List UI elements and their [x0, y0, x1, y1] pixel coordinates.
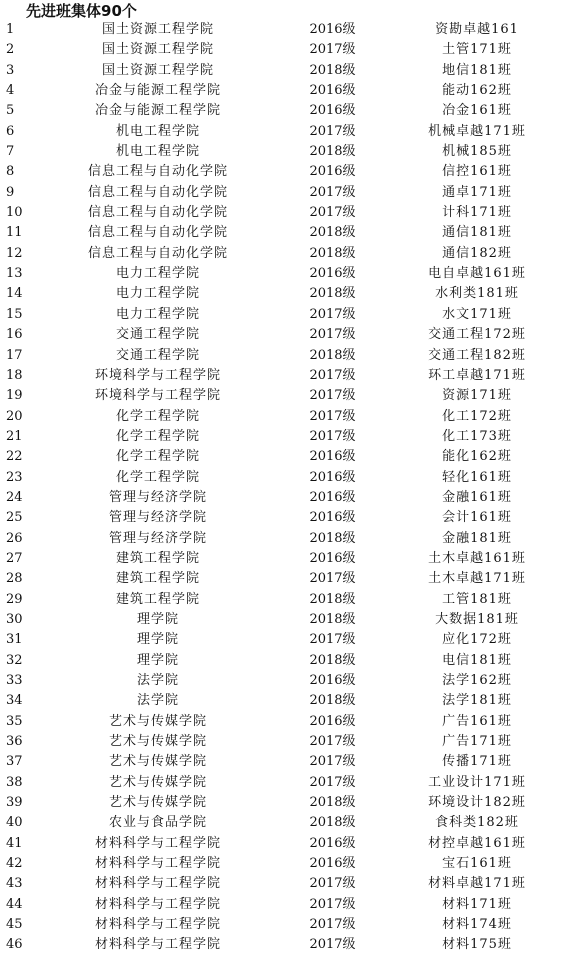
college-name: 信息工程与自动化学院: [87, 164, 228, 180]
college-name: 理学院: [136, 632, 179, 648]
table-row: [0, 61, 569, 81]
college-name: 法学院: [136, 693, 179, 709]
class-name: 机械卓越171班: [428, 123, 526, 139]
class-name: 材料卓越171班: [428, 876, 526, 892]
table-row: [0, 223, 569, 243]
table-row: [0, 122, 569, 142]
table-row: [0, 671, 569, 691]
grade-year: 2016级: [309, 835, 356, 851]
college-name: 化学工程学院: [115, 469, 200, 485]
row-number: 44: [6, 896, 23, 912]
row-number: 5: [6, 103, 15, 119]
table-row: [0, 854, 569, 874]
grade-year: 2017级: [309, 123, 356, 139]
class-name: 宝石161班: [442, 856, 512, 872]
row-number: 21: [6, 428, 23, 444]
college-name: 国土资源工程学院: [101, 62, 214, 78]
table-row: [0, 81, 569, 101]
grade-year: 2016级: [309, 510, 356, 526]
class-name: 工业设计171班: [428, 774, 526, 790]
college-name: 艺术与传媒学院: [108, 713, 207, 729]
row-number: 39: [6, 795, 23, 811]
college-name: 管理与经济学院: [108, 489, 207, 505]
college-name: 管理与经济学院: [108, 530, 207, 546]
row-number: 15: [6, 306, 23, 322]
grade-year: 2017级: [309, 327, 356, 343]
class-name: 能动162班: [442, 83, 512, 99]
class-name: 应化172班: [442, 632, 512, 648]
grade-year: 2016级: [309, 856, 356, 872]
college-name: 材料科学与工程学院: [94, 917, 221, 933]
class-name: 交通工程182班: [428, 347, 526, 363]
class-name: 工管181班: [442, 591, 512, 607]
row-number: 40: [6, 815, 23, 831]
class-name: 通卓171班: [442, 184, 512, 200]
table-row: [0, 325, 569, 345]
grade-year: 2018级: [309, 144, 356, 160]
class-name: 法学181班: [442, 693, 512, 709]
table-row: [0, 915, 569, 935]
table-row: [0, 813, 569, 833]
class-name: 信控161班: [442, 164, 512, 180]
grade-year: 2017级: [309, 571, 356, 587]
college-name: 化学工程学院: [115, 428, 200, 444]
college-name: 信息工程与自动化学院: [87, 184, 228, 200]
college-name: 材料科学与工程学院: [94, 937, 221, 953]
row-number: 43: [6, 876, 23, 892]
table-row: [0, 651, 569, 671]
college-name: 农业与食品学院: [108, 815, 207, 831]
class-name: 土木卓越171班: [428, 571, 526, 587]
class-name: 材料174班: [442, 917, 512, 933]
class-name: 大数据181班: [435, 611, 519, 627]
grade-year: 2018级: [309, 652, 356, 668]
table-row: [0, 834, 569, 854]
class-name: 水文171班: [442, 306, 512, 322]
row-number: 45: [6, 917, 23, 933]
row-number: 41: [6, 835, 23, 851]
table-row: [0, 752, 569, 772]
table-row: [0, 447, 569, 467]
table-row: [0, 427, 569, 447]
row-number: 9: [6, 184, 15, 200]
table-row: [0, 407, 569, 427]
grade-year: 2016级: [309, 469, 356, 485]
table-row: [0, 630, 569, 650]
class-name: 环境设计182班: [428, 795, 526, 811]
college-name: 化学工程学院: [115, 449, 200, 465]
college-name: 材料科学与工程学院: [94, 835, 221, 851]
table-row: [0, 895, 569, 915]
grade-year: 2017级: [309, 896, 356, 912]
college-name: 理学院: [136, 611, 179, 627]
grade-year: 2016级: [309, 164, 356, 180]
grade-year: 2017级: [309, 632, 356, 648]
grade-year: 2016级: [309, 449, 356, 465]
grade-year: 2017级: [309, 428, 356, 444]
row-number: 2: [6, 42, 15, 58]
row-number: 27: [6, 550, 23, 566]
college-name: 艺术与传媒学院: [108, 754, 207, 770]
row-number: 8: [6, 164, 15, 180]
class-name: 机械185班: [442, 144, 512, 160]
college-name: 法学院: [136, 673, 179, 688]
row-number: 11: [6, 225, 23, 241]
row-number: 34: [6, 693, 23, 709]
grade-year: 2018级: [309, 795, 356, 811]
class-name: 资勘卓越161: [435, 22, 519, 37]
class-name: 材料175班: [442, 937, 512, 953]
college-name: 艺术与传媒学院: [108, 795, 207, 811]
row-number: 22: [6, 449, 23, 465]
grade-year: 2016级: [309, 550, 356, 566]
grade-year: 2018级: [309, 286, 356, 302]
row-number: 46: [6, 937, 23, 953]
table-row: [0, 529, 569, 549]
row-number: 31: [6, 632, 23, 648]
college-name: 冶金与能源工程学院: [94, 103, 221, 119]
class-name: 交通工程172班: [428, 327, 526, 343]
college-name: 材料科学与工程学院: [94, 856, 221, 872]
table-row: [0, 610, 569, 630]
row-number: 20: [6, 408, 23, 424]
grade-year: 2018级: [309, 245, 356, 261]
grade-year: 2016级: [309, 489, 356, 505]
class-name: 通信181班: [442, 225, 512, 241]
college-name: 管理与经济学院: [108, 510, 207, 526]
class-name: 土木卓越161班: [428, 550, 526, 566]
table-row: [0, 569, 569, 589]
class-name: 计科171班: [442, 205, 512, 221]
row-number: 10: [6, 205, 23, 221]
class-name: 土管171班: [442, 42, 512, 58]
grade-year: 2017级: [309, 408, 356, 424]
class-name: 化工173班: [442, 428, 512, 444]
college-name: 理学院: [136, 652, 179, 668]
class-name: 金融181班: [442, 530, 512, 546]
college-name: 信息工程与自动化学院: [87, 225, 228, 241]
table-row: [0, 488, 569, 508]
college-name: 电力工程学院: [115, 266, 200, 282]
college-name: 材料科学与工程学院: [94, 896, 221, 912]
row-number: 4: [6, 83, 15, 99]
college-name: 建筑工程学院: [115, 591, 200, 607]
college-name: 国土资源工程学院: [101, 22, 214, 37]
row-number: 14: [6, 286, 23, 302]
row-number: 30: [6, 611, 23, 627]
grade-year: 2017级: [309, 937, 356, 953]
college-name: 化学工程学院: [115, 408, 200, 424]
grade-year: 2017级: [309, 306, 356, 322]
class-name: 地信181班: [442, 62, 512, 78]
college-name: 交通工程学院: [115, 327, 200, 343]
row-number: 37: [6, 754, 23, 770]
table-row: [0, 773, 569, 793]
class-name: 广告161班: [442, 713, 512, 729]
table-row: [0, 20, 569, 40]
class-name: 资源171班: [442, 388, 512, 404]
college-name: 艺术与传媒学院: [108, 734, 207, 750]
table-row: [0, 508, 569, 528]
table-row: [0, 468, 569, 488]
grade-year: 2018级: [309, 225, 356, 241]
table-row: [0, 203, 569, 223]
grade-year: 2018级: [309, 62, 356, 78]
table-row: [0, 590, 569, 610]
college-name: 艺术与传媒学院: [108, 774, 207, 790]
row-number: 13: [6, 266, 23, 282]
grade-year: 2016级: [309, 22, 356, 37]
college-name: 交通工程学院: [115, 347, 200, 363]
grade-year: 2017级: [309, 917, 356, 933]
grade-year: 2018级: [309, 591, 356, 607]
row-number: 23: [6, 469, 23, 485]
table-row: [0, 712, 569, 732]
college-name: 环境科学与工程学院: [94, 367, 221, 383]
table-row: [0, 691, 569, 711]
grade-year: 2018级: [309, 693, 356, 709]
table-row: [0, 793, 569, 813]
class-name: 广告171班: [442, 734, 512, 750]
class-name: 材控卓越161班: [428, 835, 526, 851]
class-name: 轻化161班: [442, 469, 512, 485]
class-name: 法学162班: [442, 673, 512, 688]
class-name: 冶金161班: [442, 103, 512, 119]
row-number: 28: [6, 571, 23, 587]
grade-year: 2016级: [309, 673, 356, 688]
college-name: 材料科学与工程学院: [94, 876, 221, 892]
grade-year: 2016级: [309, 83, 356, 99]
class-name: 化工172班: [442, 408, 512, 424]
table-row: [0, 183, 569, 203]
college-name: 冶金与能源工程学院: [94, 83, 221, 99]
class-name: 水利类181班: [435, 286, 519, 302]
row-number: 17: [6, 347, 23, 363]
table-row: [0, 732, 569, 752]
college-name: 机电工程学院: [115, 144, 200, 160]
grade-year: 2017级: [309, 754, 356, 770]
table-row: [0, 244, 569, 264]
table-row: [0, 284, 569, 304]
class-name: 电信181班: [442, 652, 512, 668]
row-number: 12: [6, 245, 23, 261]
table-row: [0, 142, 569, 162]
class-name: 通信182班: [442, 245, 512, 261]
table-row: [0, 549, 569, 569]
class-name: 会计161班: [442, 510, 512, 526]
row-number: 7: [6, 144, 15, 160]
table-row: [0, 101, 569, 121]
grade-year: 2018级: [309, 347, 356, 363]
class-name: 环工卓越171班: [428, 367, 526, 383]
college-name: 建筑工程学院: [115, 550, 200, 566]
grade-year: 2016级: [309, 266, 356, 282]
table-row: [0, 346, 569, 366]
college-name: 建筑工程学院: [115, 571, 200, 587]
table-row: [0, 935, 569, 955]
college-name: 电力工程学院: [115, 306, 200, 322]
row-number: 29: [6, 591, 23, 607]
row-number: 33: [6, 673, 23, 688]
row-number: 38: [6, 774, 23, 790]
table-row: [0, 874, 569, 894]
table-row: [0, 366, 569, 386]
page-title: 先进班集体90个: [26, 2, 137, 20]
grade-year: 2016级: [309, 103, 356, 119]
row-number: 32: [6, 652, 23, 668]
row-number: 36: [6, 734, 23, 750]
row-number: 6: [6, 123, 15, 139]
grade-year: 2017级: [309, 388, 356, 404]
grade-year: 2017级: [309, 876, 356, 892]
grade-year: 2017级: [309, 367, 356, 383]
row-number: 1: [6, 22, 15, 37]
row-number: 16: [6, 327, 23, 343]
table-row: [0, 305, 569, 325]
grade-year: 2017级: [309, 734, 356, 750]
grade-year: 2018级: [309, 815, 356, 831]
row-number: 26: [6, 530, 23, 546]
class-name: 食科类182班: [435, 815, 519, 831]
class-name: 传播171班: [442, 754, 512, 770]
row-number: 42: [6, 856, 23, 872]
grade-year: 2016级: [309, 713, 356, 729]
college-name: 环境科学与工程学院: [94, 388, 221, 404]
class-name: 金融161班: [442, 489, 512, 505]
college-name: 信息工程与自动化学院: [87, 245, 228, 261]
grade-year: 2017级: [309, 184, 356, 200]
table-row: [0, 264, 569, 284]
grade-year: 2018级: [309, 530, 356, 546]
grade-year: 2018级: [309, 611, 356, 627]
class-name: 能化162班: [442, 449, 512, 465]
row-number: 25: [6, 510, 23, 526]
grade-year: 2017级: [309, 205, 356, 221]
grade-year: 2017级: [309, 42, 356, 58]
row-number: 19: [6, 388, 23, 404]
college-name: 电力工程学院: [115, 286, 200, 302]
college-name: 机电工程学院: [115, 123, 200, 139]
table-row: [0, 162, 569, 182]
row-number: 18: [6, 367, 23, 383]
row-number: 3: [6, 62, 15, 78]
class-name: 材料171班: [442, 896, 512, 912]
class-name: 电自卓越161班: [428, 266, 526, 282]
grade-year: 2017级: [309, 774, 356, 790]
college-name: 信息工程与自动化学院: [87, 205, 228, 221]
college-name: 国土资源工程学院: [101, 42, 214, 58]
table-row: [0, 386, 569, 406]
row-number: 24: [6, 489, 23, 505]
row-number: 35: [6, 713, 23, 729]
table-row: [0, 40, 569, 60]
class-list-table: [0, 20, 569, 956]
